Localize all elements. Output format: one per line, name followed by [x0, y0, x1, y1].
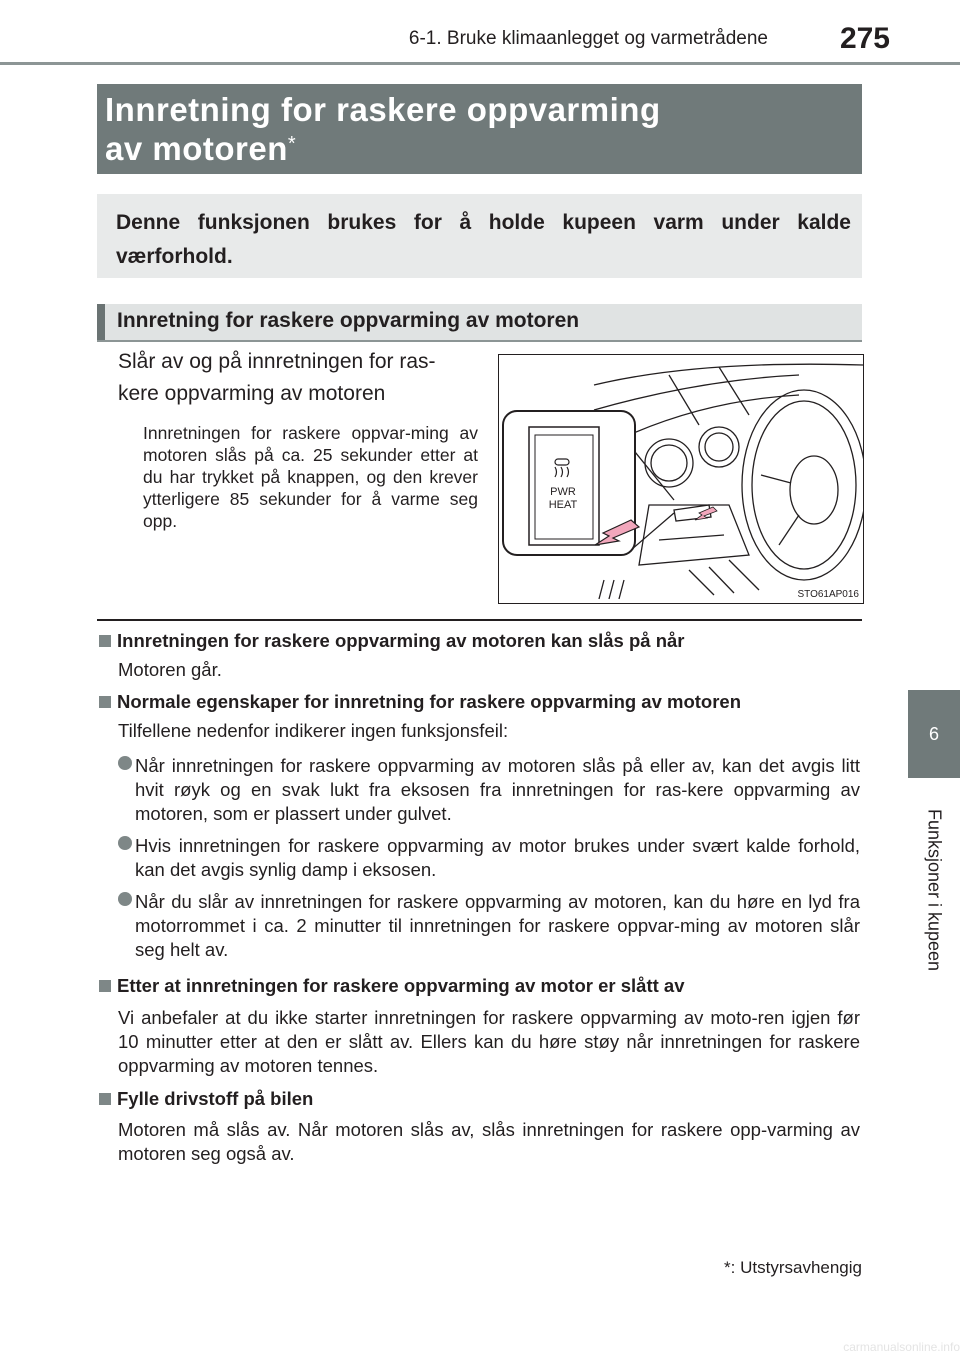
chapter-tab-label	[908, 800, 960, 980]
list-item	[118, 890, 860, 962]
chapter-tab: 6	[908, 690, 960, 778]
dashboard-illustration	[498, 354, 864, 604]
section-rule	[97, 619, 862, 621]
main-item-title	[118, 346, 478, 410]
main-item-title-line2: kere oppvarming av motoren	[118, 382, 386, 405]
section-heading-3	[99, 975, 684, 997]
section-text-3: Vi anbefaler at du ikke starter innretningen for raskere oppvarming av moto-ren igjen før 10 minutter etter at den er slått av. Ellers kan du høre støy når innretningen for raskere oppvarming av motoren tennes.	[118, 1007, 860, 1076]
main-item-title-line1: Slår av og på innretningen for ras-	[118, 350, 436, 373]
footnote-marker: *	[724, 1258, 731, 1277]
round-bullet-icon	[118, 892, 132, 906]
footnote	[600, 1258, 862, 1278]
press-arrow-small-icon	[695, 507, 717, 520]
subheading-bar	[97, 304, 862, 342]
button-label-heat: HEAT	[548, 499, 578, 511]
illustration-code: STO61AP016	[797, 589, 859, 600]
section-heading-4-text: Fylle drivstoff på bilen	[117, 1088, 314, 1109]
main-item-description: Innretningen for raskere oppvar-ming av motoren slås på ca. 25 sekunder etter at du har trykket på knappen, og den krever ytterligere 85 sekunder for å varme seg opp.	[143, 423, 478, 531]
section-heading-2-text: Normale egenskaper for innretning for raskere oppvarming av motoren	[117, 691, 742, 712]
chapter-title: Funksjoner i kupeen	[924, 808, 945, 972]
square-bullet-icon	[99, 980, 111, 992]
section-text-4: Motoren må slås av. Når motoren slås av, slås innretningen for raskere opp-varming av motoren seg også av.	[118, 1119, 860, 1164]
square-bullet-icon	[99, 1093, 111, 1105]
list-item-text: Når innretningen for raskere oppvarming av motoren slås på eller av, kan det avgis litt hvit røyk og en svak lukt fra eksosen fra innretningen for ras-kere oppvarming av motoren, som er plassert under gulvet.	[135, 755, 860, 824]
round-bullet-icon	[118, 836, 132, 850]
square-bullet-icon	[99, 635, 111, 647]
footnote-text: : Utstyrsavhengig	[730, 1258, 862, 1277]
list-item-text: Hvis innretningen for raskere oppvarming av motor brukes under svært kalde forhold, kan det avgis synlig damp i eksosen.	[135, 835, 860, 880]
section-text-1: Motoren går.	[118, 659, 222, 680]
intro-text: Denne funksjonen brukes for å holde kupeen varm under kalde værforhold.	[116, 211, 851, 268]
watermark: carmanualsonline.info	[843, 1340, 960, 1354]
button-label-pwr: PWR	[550, 486, 576, 498]
subheading: Innretning for raskere oppvarming av motoren	[117, 309, 580, 332]
page-title	[105, 90, 661, 168]
running-header-section: 6-1. Bruke klimaanlegget og varmetrådene	[408, 28, 768, 49]
section-heading-1	[99, 630, 685, 652]
equipment-marker: *	[287, 133, 297, 155]
page-title-line2: av motoren	[105, 130, 288, 167]
section-heading-3-text: Etter at innretningen for raskere oppvarming av motor er slått av	[117, 975, 685, 996]
page-number: 275	[839, 22, 890, 55]
section-heading-1-text: Innretningen for raskere oppvarming av motoren kan slås på når	[117, 630, 685, 651]
round-bullet-icon	[118, 756, 132, 770]
intro-box	[97, 194, 862, 278]
header-rule	[0, 62, 960, 65]
section-text-2: Tilfellene nedenfor indikerer ingen funksjonsfeil:	[118, 720, 509, 741]
section-heading-2	[99, 691, 741, 713]
page-title-line1: Innretning for raskere oppvarming	[105, 91, 661, 128]
section-heading-4	[99, 1088, 313, 1110]
square-bullet-icon	[99, 696, 111, 708]
list-item	[118, 834, 860, 882]
page-title-box	[97, 84, 862, 174]
dashboard-drawing	[499, 355, 863, 603]
list-item-text: Når du slår av innretningen for raskere oppvarming av motoren, kan du høre en lyd fra motorrommet i ca. 2 minutter til innretningen for raskere oppvar-ming av motoren slår seg helt av.	[135, 891, 860, 960]
list-item	[118, 754, 860, 826]
subheading-rule	[97, 340, 862, 342]
